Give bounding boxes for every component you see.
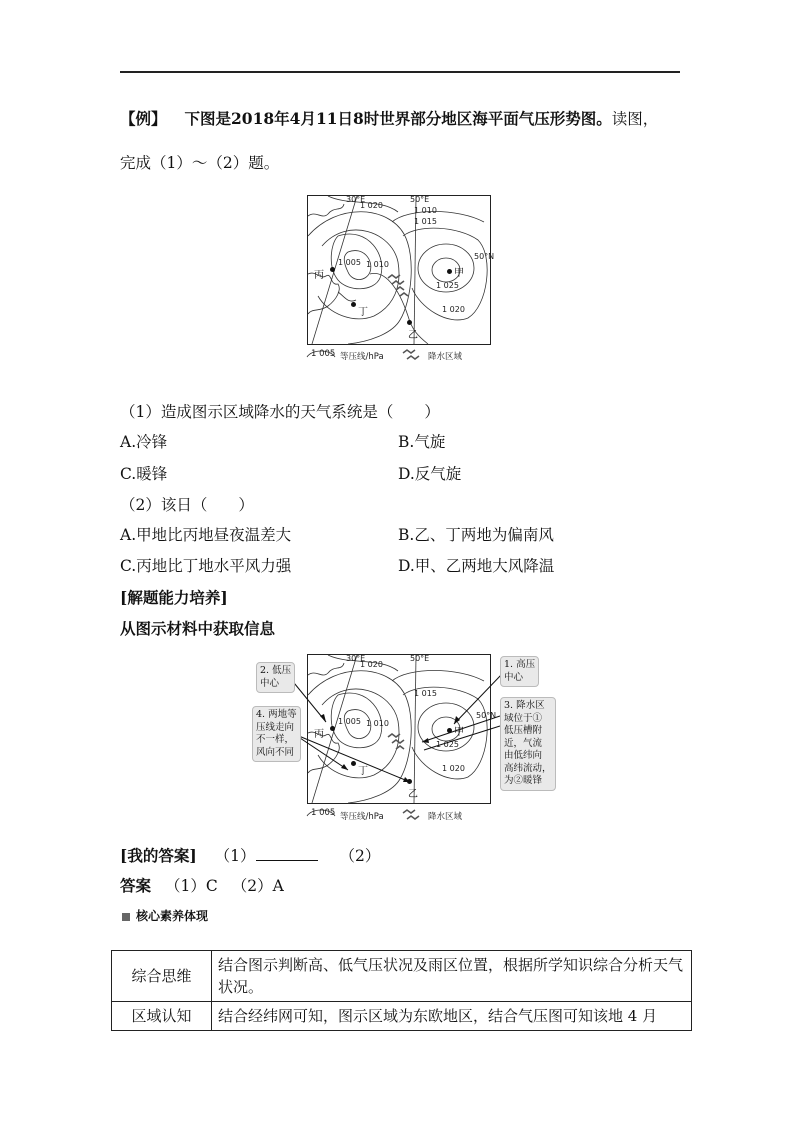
isobar-label-1020-a: 1 020	[360, 201, 383, 210]
place-bing: 丙	[314, 270, 324, 281]
callout-isobar-direction: 4. 两地等 压线走向 不一样， 风向不同	[252, 706, 301, 762]
place-yi: 乙	[408, 330, 418, 341]
place-yi: 乙	[408, 789, 418, 800]
place-ding: 丁	[358, 307, 368, 318]
example-line-1	[120, 107, 658, 129]
question-1-option-d: D.反气旋	[398, 465, 462, 483]
rain-legend-label: 降水区域	[428, 352, 463, 362]
isobar-label-1010-b: 1 010	[366, 260, 389, 269]
point-jia-marker	[447, 269, 452, 274]
table-value: 结合图示判断高、低气压状况及雨区位置，根据所学知识综合分析天气状况。	[212, 951, 692, 1002]
lon-label-50e: 50°E	[410, 195, 430, 204]
question-2-option-d: D.甲、乙两地大风降温	[398, 557, 555, 575]
question-2-option-c: C.丙地比丁地水平风力强	[120, 557, 292, 575]
my-answer-q1-blank[interactable]	[256, 848, 318, 861]
place-jia: 甲	[454, 727, 464, 738]
rain-legend-icon	[401, 808, 423, 822]
example-tag: 【例】	[120, 109, 167, 128]
isobar-legend-sample: 1 005	[311, 349, 336, 359]
example-title: 下图是2018年4月11日8时世界部分地区海平面气压形势图。	[184, 109, 612, 128]
point-bing-marker	[330, 267, 335, 272]
square-icon	[122, 913, 130, 921]
isobar-label-1025: 1 025	[436, 281, 459, 290]
question-1-option-a: A.冷锋	[120, 433, 168, 451]
isobar-legend-sample: 1 005	[311, 808, 336, 818]
example-title-tail: 读图，	[611, 110, 659, 128]
my-answer-label: [我的答案]	[120, 846, 197, 865]
isobar-legend-label: 等压线/hPa	[340, 352, 384, 362]
isobar-label-1010-b: 1 010	[366, 719, 389, 728]
pressure-map	[307, 195, 495, 345]
table-key: 区域认知	[112, 1002, 212, 1031]
place-jia: 甲	[454, 268, 464, 279]
point-ding-marker	[351, 302, 356, 307]
isobar-label-1005: 1 005	[338, 717, 361, 726]
lon-label-50e: 50°E	[410, 654, 430, 663]
callout-low-pressure-center: 2. 低压 中心	[256, 662, 295, 693]
question-2-option-b: B.乙、丁两地为偏南风	[398, 526, 554, 544]
question-1-option-b: B.气旋	[398, 433, 446, 451]
example-line-2: 完成（1）～（2）题。	[120, 154, 280, 172]
table-value: 结合经纬网可知，图示区域为东欧地区，结合气压图可知该地 4 月	[212, 1002, 692, 1031]
lon-label-30e: 30°E	[346, 654, 366, 663]
isobar-legend-label: 等压线/hPa	[340, 812, 384, 822]
lon-label-30e: 30°E	[346, 195, 366, 204]
my-answer-q1: （1）	[214, 847, 256, 865]
answer-q1: （1）C	[165, 877, 218, 895]
core-literacy-table	[111, 950, 692, 1031]
question-1-stem: （1）造成图示区域降水的天气系统是（ ）	[120, 403, 440, 421]
ability-heading: [解题能力培养]	[120, 588, 228, 607]
table-key: 综合思维	[112, 951, 212, 1002]
isobar-label-1015: 1 015	[414, 217, 437, 226]
isobar-label-1010-a: 1 010	[414, 206, 437, 215]
table-row	[112, 1002, 692, 1031]
place-bing: 丙	[314, 729, 324, 740]
isobar-label-1020-a: 1 020	[360, 660, 383, 669]
question-2-stem: （2）该日（ ）	[120, 496, 254, 514]
point-yi-marker	[407, 320, 412, 325]
isobar-label-1005: 1 005	[338, 258, 361, 267]
ability-subheading: 从图示材料中获取信息	[120, 619, 276, 638]
lat-label-50n: 50°N	[474, 252, 495, 261]
isobar-label-1015: 1 015	[414, 689, 437, 698]
header-rule	[120, 71, 680, 73]
table-row	[112, 951, 692, 1002]
core-heading: 核心素养体现	[122, 907, 208, 924]
callout-high-pressure-center: 1. 高压 中心	[500, 656, 539, 687]
place-ding: 丁	[358, 766, 368, 777]
question-2-option-a: A.甲地比丙地昼夜温差大	[120, 526, 292, 544]
my-answer-line	[120, 844, 380, 866]
my-answer-q2: （2）	[339, 847, 381, 865]
isobar-label-1025: 1 025	[436, 740, 459, 749]
lat-label-50n: 50°N	[476, 711, 497, 720]
rain-legend-label: 降水区域	[428, 812, 463, 822]
answer-line	[120, 874, 284, 896]
callout-rain-area: 3. 降水区 域位于① 低压槽附 近，气流 由低纬向 高纬流动， 为②暖锋	[500, 697, 556, 791]
question-1-option-c: C.暖锋	[120, 465, 168, 483]
isobar-label-1020-b: 1 020	[442, 764, 465, 773]
isobar-label-1020-b: 1 020	[442, 305, 465, 314]
answer-label: 答案	[120, 876, 152, 895]
rain-legend-icon	[401, 348, 423, 362]
answer-q2: （2）A	[231, 877, 284, 895]
